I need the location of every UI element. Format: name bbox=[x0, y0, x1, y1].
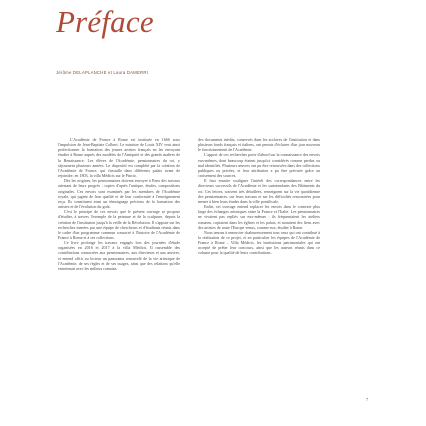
left-paragraph: C'est le principe de ces envois que le présent ouvrage se propose d'étudier, à travers l'exemple de la peinture et de la sculpture, depuis la création de l'institution jusqu'à la veille de la Révolution. Il s'appuie sur les recherches menées par une équipe de chercheurs et d'étudiants réunis dans le cadre d'un programme commun consacré à l'histoire de l'Académie de France à Rome et à ses collections. bbox=[58, 209, 180, 240]
left-paragraph: L'Académie de France à Rome est instituée en 1666 sous l'impulsion de Jean-Baptiste Colbert. Le ministre de Louis XIV veut ainsi perfectionner la formation des jeunes artistes français en les envoyant étudier à Rome auprès des modèles de l'Antiquité et des grands maîtres de la Renaissance. Les élèves de l'Académie, pensionnaires du roi, y séjournent plusieurs années. Le dispositif est complété par la création de l'Académie de France, qui s'installe dans différents palais avant de rejoindre, en 1803, la villa Médicis sur le Pincio. bbox=[58, 137, 180, 179]
authors-line: Jérôme DELAPLANCHE et Laura DAMERRI bbox=[56, 70, 149, 75]
right-paragraph: des documents inédits, conservés dans les archives de l'institution et dans plusieurs fonds français et italiens, ont permis d'éclairer d'un jour nouveau le fonctionnement de l'Académie. bbox=[198, 137, 320, 153]
right-paragraph: Enfin, cet ouvrage entend replacer les envois dans le contexte plus large des échanges artistiques entre la France et l'Italie. Les pensionnaires ne vivaient pas repliés sur eux-mêmes : ils fréquentaient les ateliers romains, copiaient dans les églises et les palais, et nouaient des liens avec des artistes de toute l'Europe venus, comme eux, étudier à Rome. bbox=[198, 204, 320, 230]
right-paragraph: Nous tenons à remercier chaleureusement tous ceux qui ont contribué à la réalisation de ce projet, et en particulier les équipes de l'Académie de France à Rome – Villa Médicis, les institutions patrimoniales qui ont accepté de prêter leur concours, ainsi que les auteurs réunis dans ce volume pour la qualité de leurs contributions. bbox=[198, 229, 320, 256]
right-paragraph: L'apport de ces recherches porte d'abord sur la connaissance des envois eux-mêmes, dont beaucoup étaient jusqu'ici considérés comme perdus ou mal identifiés. Plusieurs œuvres ont pu être retrouvées dans des collections publiques ou privées, et leur attribution a pu être précisée grâce au croisement des sources. bbox=[198, 152, 320, 179]
left-paragraph: Dès les origines, les pensionnaires doivent envoyer à Paris des travaux attestant de leurs progrès : copies d'après l'antique, études, compositions originales. Ces envois sont examinés par les membres de l'Académie royale, qui jugent de leur qualité et de leur conformité à l'enseignement reçu. Ils constituent ainsi un témoignage précieux de la formation des artistes et de l'évolution du goût. bbox=[58, 178, 180, 210]
right-paragraph: Il faut ensuite souligner l'intérêt des correspondances entre les directeurs successifs de l'Académie et les surintendants des Bâtiments du roi. Ces lettres, souvent très détaillées, renseignent sur la vie quotidienne des pensionnaires, sur leurs travaux et sur les difficultés rencontrées pour mener à bien leurs études dans la ville pontificale. bbox=[198, 178, 320, 204]
right-column bbox=[198, 137, 320, 399]
left-paragraph: Ce livre prolonge les travaux engagés lors des journées d'étude organisées en 2016 et 2017 à la villa Médicis. Il rassemble des contributions consacrées aux pensionnaires, aux directeurs et aux œuvres, et entend offrir au lecteur un panorama renouvelé de la vie artistique de l'Académie, de ses règles et de ses usages, ainsi que des relations qu'elle entretenait avec les milieux romains. bbox=[58, 240, 180, 271]
left-column bbox=[58, 137, 180, 396]
page-number: 7 bbox=[366, 397, 369, 402]
page-title: Préface bbox=[56, 4, 154, 39]
